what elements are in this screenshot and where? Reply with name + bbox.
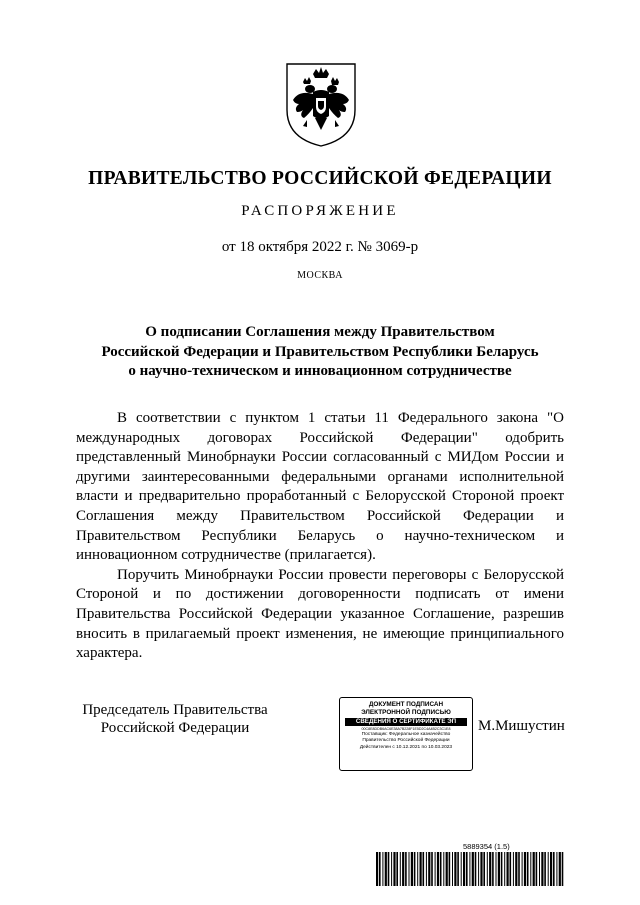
document-body bbox=[76, 409, 564, 664]
position-line-2: Российской Федерации bbox=[100, 720, 250, 736]
stamp-line-2: ЭЛЕКТРОННОЙ ПОДПИСЬЮ bbox=[361, 709, 451, 716]
stamp-issuer: Поставщик: Федеральное казначейство bbox=[361, 732, 451, 737]
stamp-validity: Действителен с 10.12.2021 по 10.03.2023 bbox=[359, 744, 453, 750]
stamp-serial: 00C8E8DDB6AC6E38A7B228F1E5D2C4A4B2C3C1E8 bbox=[361, 727, 451, 731]
coat-of-arms-emblem bbox=[283, 60, 359, 148]
body-paragraph-1: В соответствии с пунктом 1 статьи 11 Федерального закона "О международных договорах Российской Федерации" одобрить представленный Минобрнауки России согласованный с МИДом России и другими заинтересованными федеральными органами исполнительной власти и предварительно проработанный с Белорусской Стороной проект Соглашения между Правительством Российской Федерации и Правительством Республики Беларусь о научно-техническом и инновационном сотрудничестве (прилагается). bbox=[76, 410, 564, 564]
subject-line-2: Российской Федерации и Правительством Республики Беларусь bbox=[101, 343, 539, 360]
subject-line-1: О подписании Соглашения между Правительством bbox=[145, 324, 495, 340]
date-and-number: от 18 октября 2022 г. № 3069-р bbox=[221, 239, 419, 255]
government-title: ПРАВИТЕЛЬСТВО РОССИЙСКОЙ ФЕДЕРАЦИИ bbox=[88, 168, 552, 189]
signatory-position bbox=[60, 701, 290, 737]
subject-line-3: о научно-техническом и инновационном сотрудничестве bbox=[128, 363, 512, 379]
city: МОСКВА bbox=[297, 270, 343, 281]
document-subject bbox=[60, 323, 580, 382]
stamp-certificate-header: СВЕДЕНИЯ О СЕРТИФИКАТЕ ЭП bbox=[345, 718, 467, 726]
position-line-1: Председатель Правительства bbox=[82, 702, 268, 718]
stamp-line-1: ДОКУМЕНТ ПОДПИСАН bbox=[368, 701, 444, 708]
document-type: РАСПОРЯЖЕНИЕ bbox=[241, 203, 399, 219]
registration-number: 5889354 (1.5) bbox=[463, 842, 510, 851]
electronic-signature-stamp bbox=[339, 697, 473, 771]
body-paragraph-2: Поручить Минобрнауки России провести переговоры с Белорусской Стороной и по достижении договоренности подписать от имени Правительства Российской Федерации указанное Соглашение, разрешив вносить в прилагаемый проект изменения, не имеющие принципиального характера. bbox=[76, 566, 564, 662]
signatory-name: М.Мишустин bbox=[478, 718, 565, 734]
stamp-owner: Правительство Российской Федерации bbox=[362, 738, 450, 744]
barcode bbox=[376, 852, 564, 886]
